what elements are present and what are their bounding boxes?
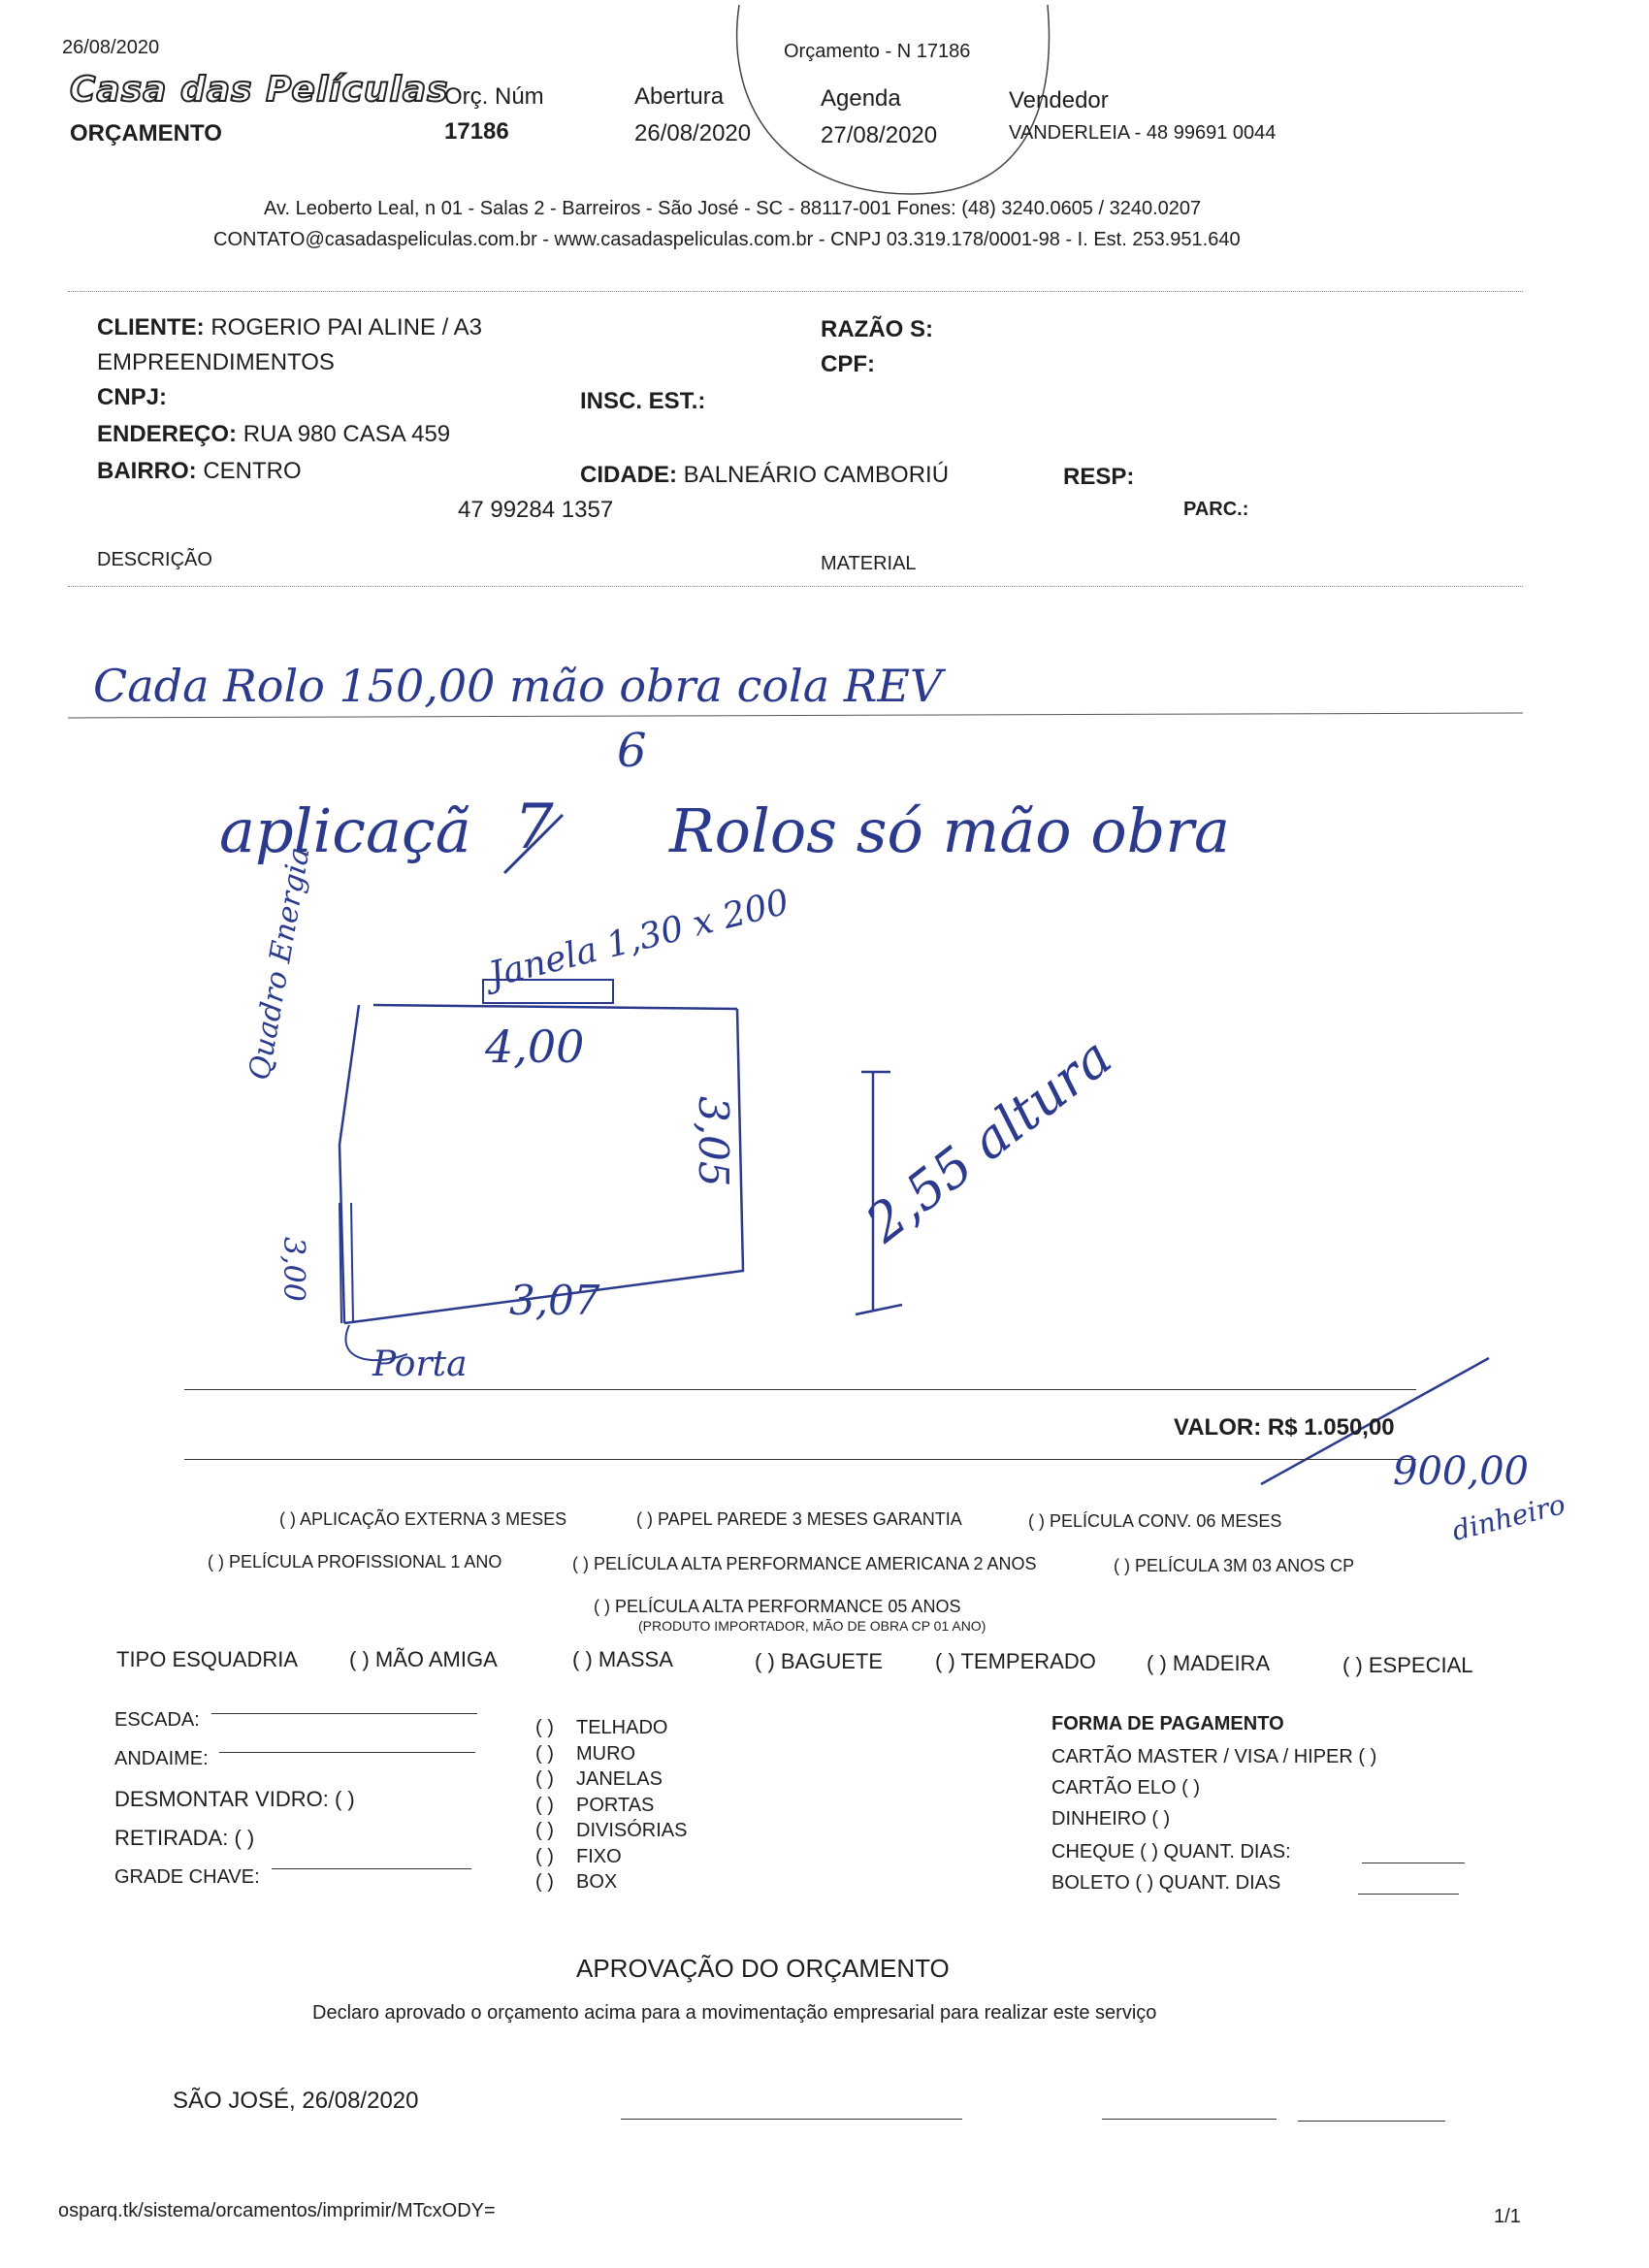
- hand-baseline: [68, 713, 1523, 718]
- handwritten-discount-value: 900,00: [1393, 1449, 1529, 1494]
- handwritten-right-measure: 3,05: [690, 1096, 737, 1187]
- frame-option: ( ) BAGUETE: [755, 1649, 884, 1673]
- handwritten-bottom-measure: 3,07: [509, 1277, 600, 1324]
- location-mark: ( ): [535, 1794, 554, 1816]
- location-item: TELHADO: [576, 1717, 668, 1738]
- print-date: 26/08/2020: [62, 37, 160, 58]
- frame-option: ( ) MÃO AMIGA: [349, 1647, 498, 1671]
- location-item: MURO: [576, 1742, 636, 1765]
- material-label: MATERIAL: [821, 553, 917, 574]
- handwritten-struck-7: 7: [514, 792, 554, 863]
- location-marks: [535, 1715, 554, 1895]
- frame-option: ( ) TEMPERADO: [935, 1649, 1096, 1673]
- option-wallpaper: ( ) PAPEL PAREDE 3 MESES GARANTIA: [636, 1509, 962, 1529]
- divider: [68, 586, 1523, 587]
- address-field: ENDEREÇO: RUA 980 CASA 459: [97, 421, 451, 447]
- option-conv: ( ) PELÍCULA CONV. 06 MESES: [1028, 1511, 1282, 1531]
- budget-number-value: 17186: [444, 118, 509, 145]
- location-mark: ( ): [535, 1742, 554, 1765]
- fill-line: [1358, 1894, 1459, 1895]
- page-number: 1/1: [1494, 2206, 1521, 2227]
- budget-stamp: Orçamento - N 17186: [784, 41, 971, 62]
- handwritten-window: Janela 1,30 x 200: [485, 882, 793, 995]
- location-mark: ( ): [535, 1768, 554, 1790]
- handwritten-left-measure: 3,00: [276, 1237, 310, 1302]
- district-field: BAIRRO: CENTRO: [97, 458, 302, 484]
- location-mark: ( ): [535, 1717, 554, 1738]
- frame-option: ( ) MADEIRA: [1147, 1651, 1271, 1675]
- handwritten-panel: Quadro Energia: [242, 844, 317, 1084]
- company-logo: Casa das Películas: [70, 70, 449, 110]
- location-item: JANELAS: [576, 1768, 663, 1790]
- signature-line: [1102, 2119, 1277, 2120]
- payment-cheque: CHEQUE ( ) QUANT. DIAS:: [1051, 1841, 1291, 1863]
- location-item: PORTAS: [576, 1794, 655, 1816]
- signature-line: [1298, 2121, 1445, 2122]
- option-3m: ( ) PELÍCULA 3M 03 ANOS CP: [1114, 1556, 1355, 1575]
- phone-value: 47 99284 1357: [458, 497, 614, 523]
- doc-type-label: ORÇAMENTO: [70, 120, 222, 146]
- valor-field: VALOR: R$ 1.050,00: [1174, 1414, 1395, 1441]
- fill-line: [219, 1752, 475, 1753]
- handwritten-line-1: Cada Rolo 150,00 mão obra cola REV: [93, 660, 943, 712]
- handwritten-discount-note: dinheiro: [1448, 1488, 1568, 1547]
- agenda-value: 27/08/2020: [821, 122, 938, 148]
- city-field: CIDADE: BALNEÁRIO CAMBORIÚ: [580, 462, 950, 488]
- location-mark: ( ): [535, 1845, 554, 1867]
- frame-option: ( ) MASSA: [572, 1647, 673, 1671]
- resp-label: RESP:: [1063, 464, 1135, 490]
- parc-label: PARC.:: [1183, 499, 1249, 520]
- divider: [68, 291, 1523, 292]
- razao-label: RAZÃO S:: [821, 316, 933, 342]
- ladder-label: ESCADA:: [114, 1709, 200, 1731]
- signature-line: [621, 2119, 962, 2120]
- handwritten-correction-6: 6: [617, 724, 647, 778]
- location-list: [576, 1715, 687, 1895]
- client-name-cont: EMPREENDIMENTOS: [97, 349, 335, 375]
- key-grid-label: GRADE CHAVE:: [114, 1866, 260, 1888]
- handwritten-top-measure: 4,00: [485, 1021, 585, 1073]
- handwritten-line-2a: aplicaçã: [219, 795, 471, 866]
- insc-label: INSC. EST.:: [580, 388, 706, 414]
- handwritten-door: Porta: [372, 1345, 468, 1384]
- option-american: ( ) PELÍCULA ALTA PERFORMANCE AMERICANA 2 ANOS: [572, 1554, 1037, 1573]
- location-mark: ( ): [535, 1871, 554, 1893]
- option-high-performance: ( ) PELÍCULA ALTA PERFORMANCE 05 ANOS: [594, 1597, 961, 1616]
- location-mark: ( ): [535, 1820, 554, 1841]
- agenda-label: Agenda: [821, 85, 901, 112]
- opening-label: Abertura: [634, 83, 725, 110]
- location-item: FIXO: [576, 1845, 622, 1867]
- payment-card-elo: CARTÃO ELO ( ): [1051, 1777, 1200, 1798]
- cnpj-label: CNPJ:: [97, 384, 168, 410]
- payment-cash: DINHEIRO ( ): [1051, 1808, 1171, 1830]
- location-item: BOX: [576, 1871, 618, 1893]
- fill-line: [211, 1713, 477, 1714]
- frame-option: ( ) ESPECIAL: [1342, 1653, 1473, 1677]
- handwritten-height: 2,55 altura: [855, 1025, 1123, 1254]
- approval-title: APROVAÇÃO DO ORÇAMENTO: [576, 1954, 950, 1983]
- rule: [184, 1389, 1416, 1390]
- payment-card-master: CARTÃO MASTER / VISA / HIPER ( ): [1051, 1746, 1377, 1767]
- seller-label: Vendedor: [1009, 87, 1109, 113]
- budget-number-label: Orç. Núm: [444, 83, 544, 110]
- place-date: SÃO JOSÉ, 26/08/2020: [173, 2088, 419, 2114]
- option-external: ( ) APLICAÇÃO EXTERNA 3 MESES: [279, 1509, 567, 1529]
- scaffold-label: ANDAIME:: [114, 1748, 209, 1769]
- cpf-label: CPF:: [821, 351, 875, 377]
- description-label: DESCRIÇÃO: [97, 549, 212, 570]
- payment-title: FORMA DE PAGAMENTO: [1051, 1713, 1284, 1734]
- location-item: DIVISÓRIAS: [576, 1820, 688, 1841]
- fill-line: [272, 1868, 471, 1869]
- handwritten-line-2b: Rolos só mão obra: [669, 795, 1230, 866]
- opening-value: 26/08/2020: [634, 120, 752, 146]
- withdrawal-label: RETIRADA: ( ): [114, 1826, 255, 1850]
- approval-text: Declaro aprovado o orçamento acima para a movimentação empresarial para realizar este serviço: [312, 2002, 1157, 2024]
- payment-boleto: BOLETO ( ) QUANT. DIAS: [1051, 1872, 1281, 1894]
- option-high-performance-note: (PRODUTO IMPORTADOR, MÃO DE OBRA CP 01 ANO): [638, 1618, 986, 1634]
- remove-glass-label: DESMONTAR VIDRO: ( ): [114, 1787, 355, 1811]
- address-line: Av. Leoberto Leal, n 01 - Salas 2 - Barreiros - São José - SC - 88117-001 Fones: (48) 3240.0605 / 3240.0207: [264, 198, 1202, 219]
- seller-value: VANDERLEIA - 48 99691 0044: [1009, 122, 1277, 144]
- rule: [184, 1459, 1416, 1460]
- contact-line: CONTATO@casadaspeliculas.com.br - www.casadaspeliculas.com.br - CNPJ 03.319.178/0001-98 - I. Est. 253.951.640: [213, 229, 1241, 250]
- option-professional: ( ) PELÍCULA PROFISSIONAL 1 ANO: [208, 1552, 502, 1571]
- footer-url: osparq.tk/sistema/orcamentos/imprimir/MTcxODY=: [58, 2200, 496, 2221]
- frame-type-label: TIPO ESQUADRIA: [116, 1647, 299, 1671]
- client-name: CLIENTE: ROGERIO PAI ALINE / A3: [97, 314, 482, 340]
